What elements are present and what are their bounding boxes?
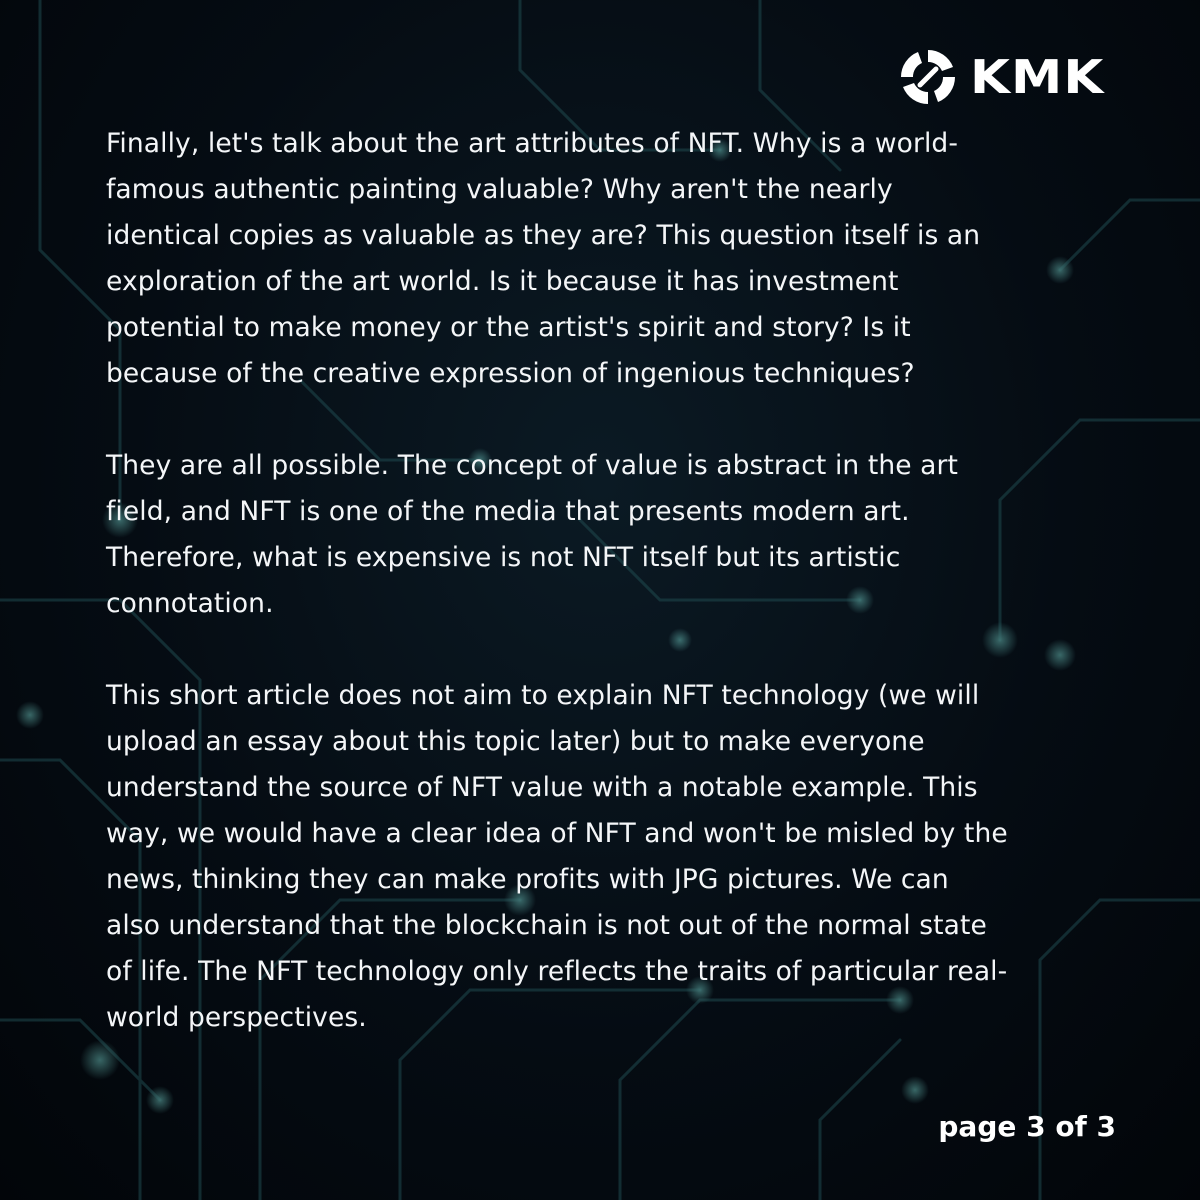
article-paragraph-1: Finally, let's talk about the art attributes of NFT. Why is a world- famous authentic painting valuable? Why aren't the nearly identical copies as valuable as they are? This question itself is an exploration of the art world. Is it because it has investment potential to make money or the artist's spirit and story? Is it because of the creative expression of ingenious techniques? bbox=[106, 128, 981, 389]
article-body bbox=[106, 121, 1096, 1087]
article-paragraph-2: They are all possible. The concept of value is abstract in the art field, and NFT is one of the media that presents modern art. Therefore, what is expensive is not NFT itself but its artistic connotation. bbox=[106, 450, 958, 619]
kmk-logo-icon bbox=[898, 47, 958, 107]
page-indicator: page 3 of 3 bbox=[938, 1110, 1116, 1143]
brand-logo bbox=[898, 46, 1105, 108]
article-paragraph-3: This short article does not aim to explain NFT technology (we will upload an essay about this topic later) but to make everyone understand the source of NFT value with a notable example. This way, we would have a clear idea of NFT and won't be misled by the news, thinking they can make profits with JPG pictures. We can also understand that the blockchain is not out of the normal state of life. The NFT technology only reflects the traits of particular real- world perspectives. bbox=[106, 680, 1008, 1033]
brand-name: KMK bbox=[970, 50, 1105, 104]
